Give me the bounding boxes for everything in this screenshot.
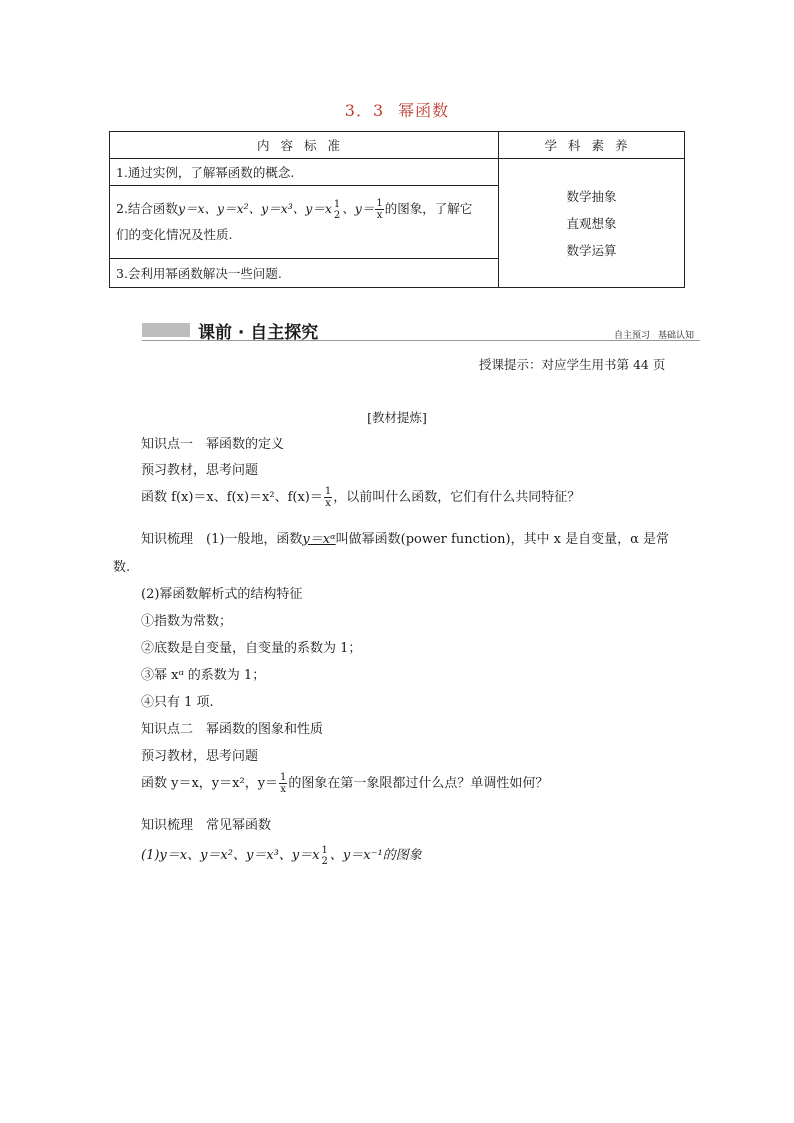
kp1-feature-2: ②底数是自变量，自变量的系数为 1；	[141, 641, 362, 656]
item2-suffix: 的图象，了解它	[384, 201, 473, 216]
kp1-preview: 预习教材，思考问题	[141, 463, 259, 478]
kp1-heading: 知识点一 幂函数的定义	[141, 437, 285, 452]
col-literacy-header: 学科素养	[499, 132, 685, 159]
kp1-feature-1: ①指数为常数；	[141, 614, 233, 629]
kp1-combing	[141, 528, 669, 547]
item2-line2: 们的变化情况及性质.	[116, 227, 233, 242]
literacy-item: 数学运算	[566, 242, 617, 258]
kp1-structure: (2)幂函数解析式的结构特征	[141, 587, 303, 602]
kp2-question-prefix: 函数 y＝x，y＝x²，y＝	[141, 776, 279, 791]
item2-funcs: y＝x、y＝x²、y＝x³、y＝x	[177, 201, 332, 216]
standard-item-1: 1.通过实例，了解幂函数的概念.	[110, 159, 499, 186]
literacy-item: 数学抽象	[566, 188, 617, 204]
standard-item-3: 3.会利用幂函数解决一些问题.	[110, 259, 499, 288]
section-tag: 自主预习	[614, 331, 651, 341]
item2-prefix: 2.结合函数	[116, 201, 178, 216]
section-title: 课前 · 自主探究	[198, 323, 319, 343]
kp1-question-fraction: $\frac{1}{x}$	[324, 486, 332, 509]
literacy-item: 直观想象	[566, 215, 617, 231]
kp1-comb-suffix: 叫做幂函数(power function)，其中 x 是自变量，α 是常	[335, 532, 670, 547]
kp1-question-prefix: 函数 f(x)＝x、f(x)＝x²、f(x)＝	[141, 490, 323, 505]
col-content-header: 内容标准	[110, 132, 499, 159]
kp2-list-half-exponent: 1 2	[321, 844, 328, 867]
kp2-question-fraction: $\frac{1}{x}$	[280, 772, 287, 795]
item2-half-exponent: 1 2	[333, 198, 341, 221]
page-title	[0, 98, 794, 121]
item2-inverse-fraction: $\frac{1}{x}$	[376, 198, 383, 221]
standard-item-2	[110, 186, 499, 259]
kp1-feature-4: ④只有 1 项.	[141, 695, 214, 710]
section-bar-decoration	[142, 323, 190, 337]
kp2-list-prefix: (1)y＝x、y＝x²、y＝x³、y＝x	[141, 848, 320, 863]
kp1-feature-3: ③幂 xᵅ 的系数为 1；	[141, 668, 266, 683]
kp1-comb-func: y＝xᵅ	[302, 532, 336, 547]
kp1-comb-prefix: 知识梳理 (1)一般地，函数	[141, 532, 303, 547]
item2-mid: 、y＝	[342, 201, 375, 216]
kp1-question-suffix: ，以前叫什么函数，它们有什么共同特征？	[333, 490, 581, 505]
kp2-list-suffix: 、y＝x⁻¹的图象	[329, 848, 422, 863]
kp2-heading: 知识点二 幂函数的图象和性质	[141, 722, 324, 737]
kp2-list	[141, 844, 422, 867]
kp2-preview: 预习教材，思考问题	[141, 749, 259, 764]
section-tag: 基础认知	[658, 331, 695, 341]
section-number: 3．3	[344, 101, 385, 120]
kp1-question	[141, 486, 580, 509]
kp1-combing-cont: 数.	[113, 560, 131, 575]
section-divider	[142, 340, 700, 341]
kp2-question-suffix: 的图象在第一象限都过什么点？单调性如何？	[288, 776, 549, 791]
textbook-heading: [教材提炼]	[367, 410, 427, 425]
standards-table	[109, 131, 685, 288]
title-text: 幂函数	[398, 101, 450, 120]
kp2-question	[141, 772, 548, 795]
literacy-cell	[499, 159, 685, 288]
kp2-combing: 知识梳理 常见幂函数	[141, 818, 272, 833]
lesson-hint: 授课提示：对应学生用书第 44 页	[479, 357, 666, 372]
